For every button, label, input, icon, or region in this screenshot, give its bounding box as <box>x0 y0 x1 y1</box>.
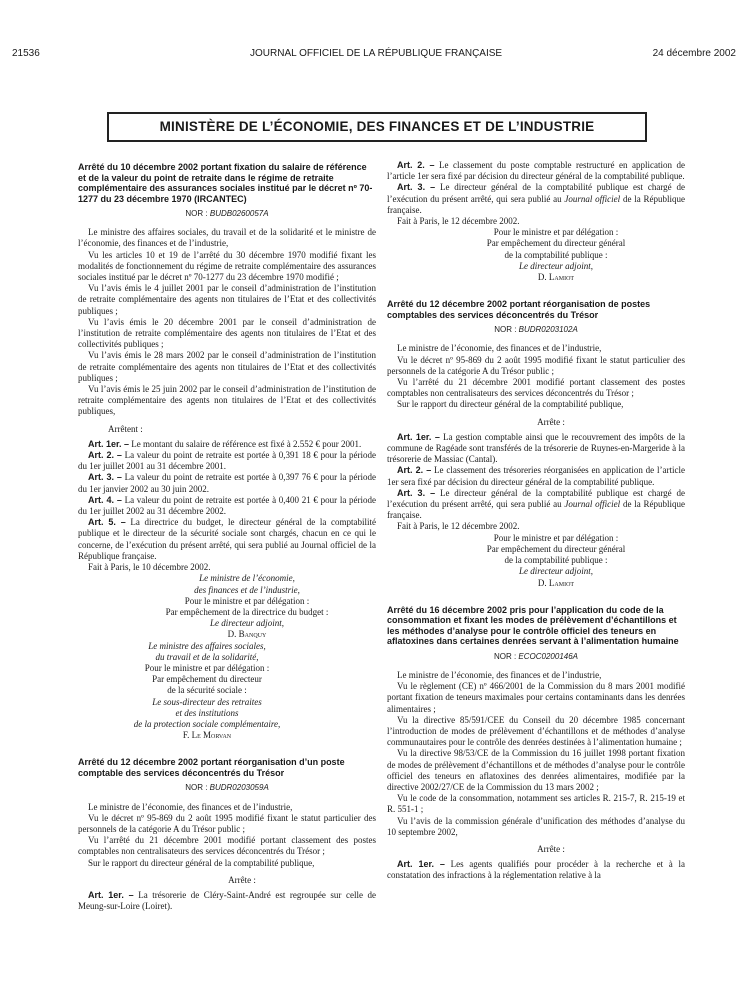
paragraph: Vu la directive 85/591/CEE du Conseil du 20 décembre 1985 concernant l’introduction de modes de prélèvement d’échantillons et de méthodes d’analyse communautaires pour le contrôle des denrées destinées à l’alimentation humaine ; <box>387 714 685 748</box>
arrete: Arrête : <box>537 843 565 854</box>
paragraph: Vu la directive 98/53/CE de la Commission du 16 juillet 1998 portant fixation de modes de prélèvement d’échantillons et de méthodes d’analyse pour le contrôle officiel des teneurs en aflatoxines des denrées alimentaires, modifiée par la directive 2002/27/CE de la Commission du 13 mars 2002 ; <box>387 748 685 792</box>
paragraph: Vu l’arrêté du 21 décembre 2001 modifié portant classement des postes comptables non centralisateurs des services déconcentrés du Trésor ; <box>387 377 685 399</box>
article: Art. 3. – La valeur du point de retraite est portée à 0,397 76 € pour la période du 1er janvier 2002 au 30 juin 2002. <box>78 472 376 494</box>
fait-line: Fait à Paris, le 10 décembre 2002. <box>88 562 211 573</box>
paragraph: Le ministre de l’économie, des finances et de l’industrie, <box>397 669 602 680</box>
article: Art. 1er. – La gestion comptable ainsi que le recouvrement des impôts de la commune de Ragéade sont transférés de la trésorerie de Ruynes-en-Margeride à la trésorerie de Massiac (Cantal). <box>387 431 685 465</box>
nor-reference: NOR : BUDR0203059A <box>185 783 269 793</box>
arretent: Arrêtent : <box>108 423 143 434</box>
article: Art. 2. – La valeur du point de retraite est portée à 0,391 18 € pour la période du 1er juillet 2001 au 31 décembre 2001. <box>78 450 376 472</box>
left-column <box>78 160 376 912</box>
article: Art. 1er. – La trésorerie de Cléry-Saint-André est regroupée sur celle de Meung-sur-Loire (Loiret). <box>78 889 377 912</box>
article: Art. 1er. – Le montant du salaire de référence est fixé à 2.552 € pour 2001. <box>88 438 362 449</box>
paragraph: Vu l’avis émis le 20 décembre 2001 par le conseil d’administration de l’institution de retraite complémentaire des agents non titulaires de l’Etat et des collectivités publiques ; <box>78 316 376 350</box>
paragraph: Vu l’avis émis le 25 juin 2002 par le conseil d’administration de l’institution de retraite complémentaire des agents non titulaires de l’Etat et des collectivités publiques, <box>78 384 376 417</box>
article: Art. 3. – Le directeur général de la comptabilité publique est chargé de l’exécution du présent arrêté, qui sera publié au Journal officiel de la République française. <box>387 182 686 215</box>
paragraph: Vu l’avis émis le 4 juillet 2001 par le conseil d’administration de l’institution de retraite complémentaire des agents non titulaires de l’Etat et des collectivités publiques ; <box>78 283 376 316</box>
article: Art. 3. – Le directeur général de la comptabilité publique est chargé de l’exécution du présent arrêté, qui sera publié au Journal officiel de la République française. <box>387 487 686 521</box>
arrete: Arrête : <box>537 416 565 427</box>
page-header <box>12 48 736 62</box>
decree-poste-comptable-continued <box>387 160 685 283</box>
fait-line: Fait à Paris, le 12 décembre 2002. <box>397 216 520 227</box>
paragraph: Vu le décret nº 95-869 du 2 août 1995 modifié fixant le statut particulier des personnels de la catégorie A du Trésor public ; <box>387 354 685 376</box>
paragraph: Le ministre des affaires sociales, du travail et de la solidarité et le ministre de l’économie, des finances et de l’industrie, <box>78 227 376 249</box>
paragraph: Vu le code de la consommation, notamment ses articles R. 215-7, R. 215-19 et R. 551-1 ; <box>387 793 685 815</box>
paragraph: Vu le règlement (CE) nº 466/2001 de la Commission du 8 mars 2001 modifié portant fixation de teneurs maximales pour certains contaminants dans les denrées alimentaires ; <box>387 681 685 714</box>
issue-date: 24 décembre 2002 <box>652 48 736 59</box>
paragraph: Vu l’arrêté du 21 décembre 2001 modifié portant classement des postes comptables non centralisateurs des services déconcentrés du Trésor ; <box>78 835 376 857</box>
signature-block: Pour le ministre et par délégation : Par empêchement du directeur général de la comptabilité publique : Le directeur adjoint, D. Lamiot <box>486 532 626 588</box>
decree-poste-comptable <box>78 757 376 912</box>
decree-postes-comptables <box>387 299 685 588</box>
signature-block: Le ministre de l’économie, des finances et de l’industrie, Pour le ministre et par délégation : Par empêchement de la directrice du budget : Le directeur adjoint, D. Banquy <box>165 573 329 640</box>
article: Art. 2. – Le classement du poste comptable restructuré en application de l’article 1er sera fixé par décision du directeur général de la comptabilité publique. <box>387 160 685 182</box>
paragraph: Vu l’avis de la commission générale d’unification des méthodes d’analyse du 10 septembre 2002, <box>387 815 685 837</box>
nor-reference: NOR : ECOC0200146A <box>493 651 579 661</box>
decree-title: Arrêté du 10 décembre 2002 portant fixation du salaire de référence et de la valeur du point de retraite dans le régime de retraite complémentaire des assurances sociales institué par le décret nº 70-1277 du 23 décembre 1970 (IRCANTEC) <box>78 162 373 204</box>
decree-title: Arrêté du 12 décembre 2002 portant réorganisation d’un poste comptable des services déconcentrés du Trésor <box>78 757 345 778</box>
arrete: Arrête : <box>228 874 256 885</box>
article: Art. 2. – Le classement des trésoreries réorganisées en application de l’article 1er sera fixé par décision du directeur général de la comptabilité publique. <box>387 465 685 487</box>
decree-aflatoxines <box>387 605 685 882</box>
page-number: 21536 <box>12 48 40 59</box>
paragraph: Vu le décret nº 95-869 du 2 août 1995 modifié fixant le statut particulier des personnels de la catégorie A du Trésor public ; <box>78 812 376 834</box>
right-column <box>387 160 685 882</box>
decree-title: Arrêté du 12 décembre 2002 portant réorganisation de postes comptables des services déconcentrés du Trésor <box>387 299 651 320</box>
paragraph: Vu l’avis émis le 28 mars 2002 par le conseil d’administration de l’institution de retraite complémentaire des agents non titulaires de l’Etat et des collectivités publiques ; <box>78 350 376 383</box>
paragraph: Le ministre de l’économie, des finances et de l’industrie, <box>397 343 602 354</box>
nor-reference: NOR : BUDB0260057A <box>185 209 269 218</box>
article: Art. 1er. – Les agents qualifiés pour procéder à la recherche et à la constatation des infractions à la réglementation relative à la <box>387 859 685 881</box>
decree-title: Arrêté du 16 décembre 2002 pris pour l’application du code de la consommation et fixant les modes de prélèvement d’échantillons et les méthodes d’analyse pour le contrôle officiel des teneurs en aflatoxines dans certaines denrées servant à l’alimentation humaine <box>387 604 679 647</box>
signature-block: Pour le ministre et par délégation : Par empêchement du directeur général de la comptabilité publique : Le directeur adjoint, D. Lamiot <box>486 227 626 283</box>
nor-reference: NOR : BUDR0203102A <box>494 325 578 335</box>
paragraph: Sur le rapport du directeur général de la comptabilité publique, <box>88 857 315 868</box>
decree-ircantec <box>78 162 376 741</box>
paragraph: Le ministre de l’économie, des finances et de l’industrie, <box>88 801 293 812</box>
article: Art. 5. – La directrice du budget, le directeur général de la comptabilité publique et le directeur de la sécurité sociale sont chargés, chacun en ce qui le concerne, de l’exécution du présent arrêté, qui sera publié au Journal officiel de la République française. <box>78 517 376 561</box>
article: Art. 4. – La valeur du point de retraite est portée à 0,400 21 € pour la période du 1er juillet 2002 au 31 décembre 2002. <box>78 494 376 517</box>
signature-block: Le ministre des affaires sociales, du travail et de la solidarité, Pour le ministre et par délégation : Par empêchement du directeur de la sécurité sociale : Le sous-directeur des retraites et des institutions de la protection sociale complémentaire, F. Le Morvan <box>133 640 281 741</box>
ministry-title: MINISTÈRE DE L’ÉCONOMIE, DES FINANCES ET DE L’INDUSTRIE <box>107 112 647 142</box>
paragraph: Sur le rapport du directeur général de la comptabilité publique, <box>397 399 624 410</box>
fait-line: Fait à Paris, le 12 décembre 2002. <box>397 521 520 532</box>
paragraph: Vu les articles 10 et 19 de l’arrêté du 30 décembre 1970 modifié fixant les modalités de fonctionnement du régime de retraite complémentaire des assurances sociales institué par le décret nº 70-1277 du 23 décembre 1970 modifié ; <box>78 249 376 283</box>
journal-title: JOURNAL OFFICIEL DE LA RÉPUBLIQUE FRANÇAISE <box>250 48 503 59</box>
